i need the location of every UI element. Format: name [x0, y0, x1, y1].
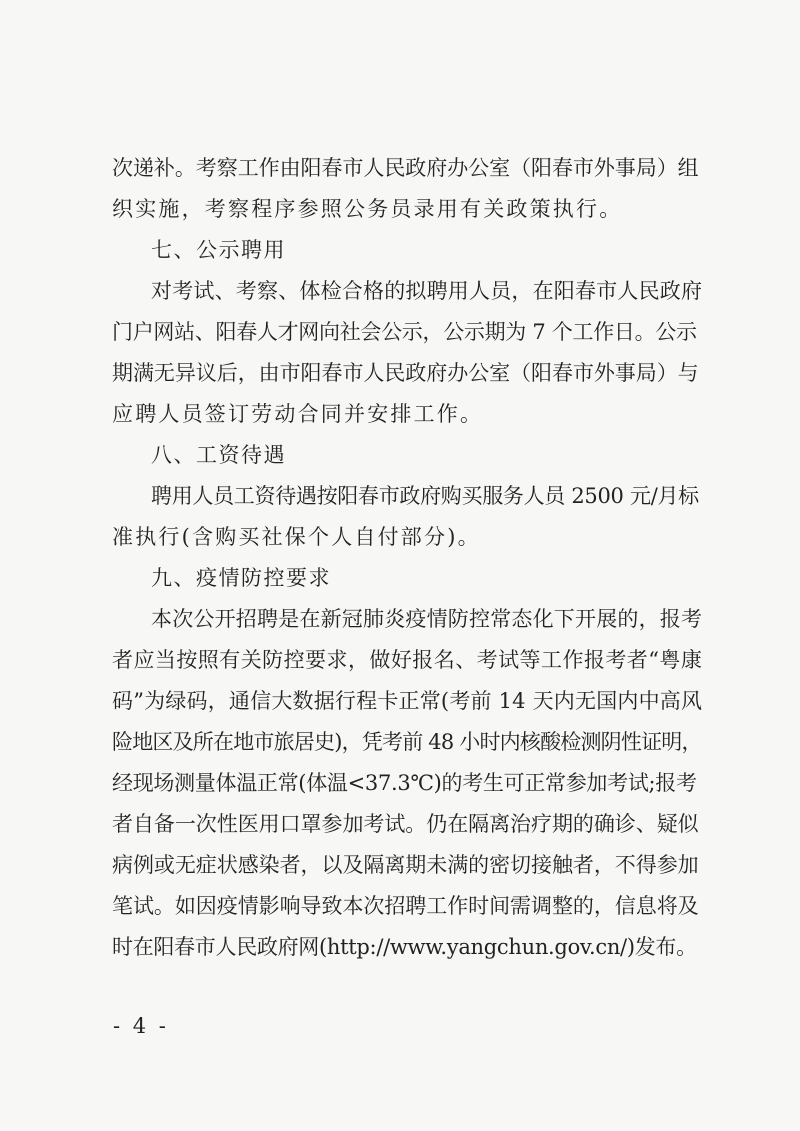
body-line: 者自备一次性医用口罩参加考试。仍在隔离治疗期的确诊、疑似 [112, 812, 699, 836]
body-line: 码”为绿码，通信大数据行程卡正常(考前 14 天内无国内中高风 [112, 689, 703, 713]
body-line: 聘用人员工资待遇按阳春市政府购买服务人员 2500 元/月标 [151, 484, 699, 508]
body-line: 对考试、考察、体检合格的拟聘用人员，在阳春市人民政府 [151, 279, 703, 303]
section-heading-epidemic: 九、疫情防控要求 [151, 566, 331, 590]
body-line: 本次公开招聘是在新冠肺炎疫情防控常态化下开展的，报考 [151, 607, 703, 631]
body-line: 病例或无症状感染者，以及隔离期未满的密切接触者，不得参加 [112, 853, 699, 877]
body-line: 时在阳春市人民政府网(http://www.yangchun.gov.cn/)发布。 [112, 935, 697, 959]
body-line: 织实施，考察程序参照公务员录用有关政策执行。 [112, 197, 623, 221]
body-line: 应聘人员签订劳动合同并安排工作。 [112, 402, 484, 426]
page-number: - 4 - [113, 1014, 169, 1038]
body-line: 经现场测量体温正常(体温<37.3℃)的考生可正常参加考试;报考 [112, 771, 697, 795]
section-heading-publicity: 七、公示聘用 [151, 238, 286, 262]
body-line: 准执行(含购买社保个人自付部分)。 [112, 525, 481, 549]
section-heading-salary: 八、工资待遇 [151, 443, 286, 467]
body-line: 笔试。如因疫情影响导致本次招聘工作时间需调整的，信息将及 [112, 894, 699, 918]
body-line: 期满无异议后，由市阳春市人民政府办公室（阳春市外事局）与 [112, 361, 699, 385]
body-line: 次递补。考察工作由阳春市人民政府办公室（阳春市外事局）组 [112, 156, 699, 180]
body-line: 门户网站、阳春人才网向社会公示，公示期为 7 个工作日。公示 [112, 320, 697, 344]
body-line: 者应当按照有关防控要求，做好报名、考试等工作报考者“粤康 [112, 648, 703, 672]
body-line: 险地区及所在地市旅居史)，凭考前 48 小时内核酸检测阴性证明， [112, 730, 702, 754]
